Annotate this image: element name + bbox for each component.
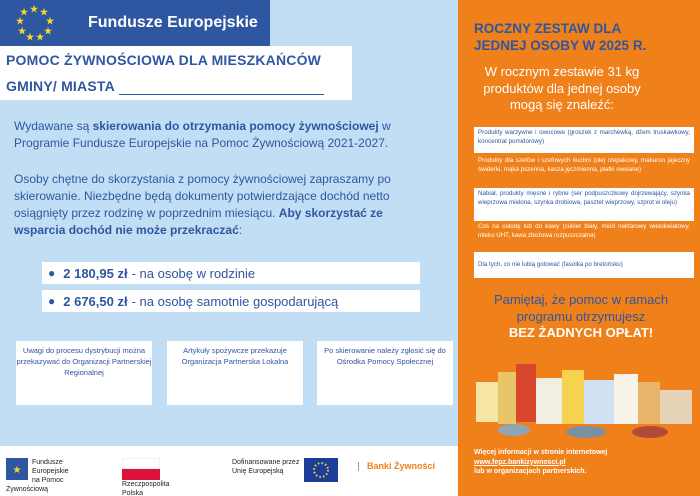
- eu-badge-label: Fundusze Europejskie: [88, 14, 258, 31]
- title-line-2: [6, 78, 352, 95]
- fe-logo-line2: na Pomoc Żywnościową: [6, 477, 64, 493]
- income-limit-desc: - na osobę samotnie gospodarującą: [131, 293, 339, 309]
- income-limit-value: 2 676,50 zł: [63, 293, 128, 309]
- ue-logo-line1: Dofinansowane przez: [232, 459, 300, 466]
- income-limit-desc: - na osobę w rodzinie: [131, 265, 256, 281]
- income-limit-single: [42, 290, 420, 312]
- intro-text: :: [238, 223, 243, 237]
- fe-logo-line1: Fundusze Europejskie: [32, 459, 69, 475]
- eu-flag-icon: ★ ★ ★ ★ ★ ★ ★ ★ ★: [16, 4, 55, 42]
- product-group-vegetables: Produkty warzywne i owocowe (groszek z marchewką, dżem truskawkowy, koncentrat pomidorowy): [474, 127, 694, 153]
- product-group-sweets: Coś na osłodę lub do kawy (cukier biały, miód nektarowy wielokwiatowy, mleko UHT, kawa zbożowa rozpuszczalna): [478, 223, 690, 239]
- intro-text: Wydawane są: [14, 119, 93, 133]
- footer-info: [458, 446, 700, 496]
- pl-logo-line1: Rzeczpospolita: [122, 481, 170, 488]
- intro-paragraph-1: [14, 118, 424, 152]
- info-card-social-welfare: Po skierowanie należy zgłosić się do Ośrodka Pomocy Społecznej: [317, 341, 453, 405]
- no-fees-reminder: [470, 292, 692, 342]
- no-fees-label: BEZ ŻADNYCH OPŁAT!: [508, 325, 654, 340]
- title-line-1: POMOC ŻYWNOŚCIOWA DLA MIESZKAŃCÓW: [6, 52, 322, 68]
- svg-text:★: ★: [12, 465, 22, 476]
- municipality-blank: [119, 78, 324, 95]
- banki-zywnosci-logo: [358, 462, 435, 471]
- ue-logo-line2: Unię Europejską: [232, 468, 284, 475]
- intro-bold: Aby skorzystać ze wsparcia dochód nie może przekraczać: [14, 206, 383, 237]
- fe-logo-icon: [6, 458, 28, 480]
- intro-paragraph-2: [14, 171, 424, 239]
- product-group-ready-meals: Dla tych, co nie lubią gotować (fasolka po bretońsku): [474, 252, 694, 278]
- ue-logo: [232, 458, 338, 485]
- bullet-icon: ●: [48, 294, 56, 308]
- intro-text: Osoby chętne do skorzystania z pomocy żywnościowej zapraszamy po skierowanie. Niezbędne będą dokumenty potwierdzające dochód netto osiągnięty przez rodzinę w poprzednim miesiącu.: [14, 172, 391, 220]
- footer-info-line1: Więcej informacji w stronie internetowej: [474, 449, 608, 456]
- intro-text: w Programie Fundusze Europejskie na Pomoc Żywnościową 2021-2027.: [14, 119, 391, 150]
- annual-set-subtitle: W rocznym zestawie 31 kg produktów dla jednej osoby mogą się znaleźć:: [483, 64, 641, 112]
- pl-flag-icon: [122, 458, 160, 480]
- footer-website-link[interactable]: www.fepz.bankizywnosci.pl: [474, 458, 566, 466]
- eu-funds-badge: [0, 0, 270, 46]
- income-limit-value: 2 180,95 zł: [63, 265, 128, 281]
- info-card-local: Artykuły spożywcze przekazuje Organizacja Partnerska Lokalna: [167, 341, 303, 405]
- annual-set-title: ROCZNY ZESTAW DLA JEDNEJ OSOBY W 2025 R.: [474, 21, 647, 53]
- eu-flag-icon: [304, 458, 338, 482]
- income-limit-family: [42, 262, 420, 284]
- bullet-icon: ●: [48, 266, 56, 280]
- food-products-image: [474, 360, 696, 440]
- bz-logo-text: Banki Żywności: [358, 462, 435, 471]
- pl-logo-line2: Polska: [122, 490, 144, 496]
- footer-info-line3: lub w organizacjach partnerskich.: [474, 468, 587, 475]
- info-card-regional: Uwagi do procesu dystrybucji można przekazywać do Organizacji Partnerskiej Regionalnej: [16, 341, 152, 405]
- title-line-2-text: GMINY/ MIASTA: [6, 78, 115, 94]
- product-group-dairy-meat: Nabiał, produkty mięsne i rybne (ser podpuszczkowy dojrzewający, szynka wieprzowa mielona, szynka drobiowa, pasztet wieprzowy, szprot w oleju): [474, 188, 694, 221]
- page-title: [0, 46, 352, 100]
- product-group-kitchen: Produkty dla szefów i szefowych kuchni (olej rzepakowy, makaron jajeczny świderki, mąka pszenna, kasza jęczmienna, płatki owsiane): [478, 157, 690, 173]
- pl-logo: [122, 458, 169, 496]
- fe-logo: [6, 458, 81, 494]
- reminder-text: Pamiętaj, że pomoc w ramach programu otrzymujesz: [493, 292, 669, 324]
- intro-bold: skierowania do otrzymania pomocy żywnościowej: [92, 119, 379, 133]
